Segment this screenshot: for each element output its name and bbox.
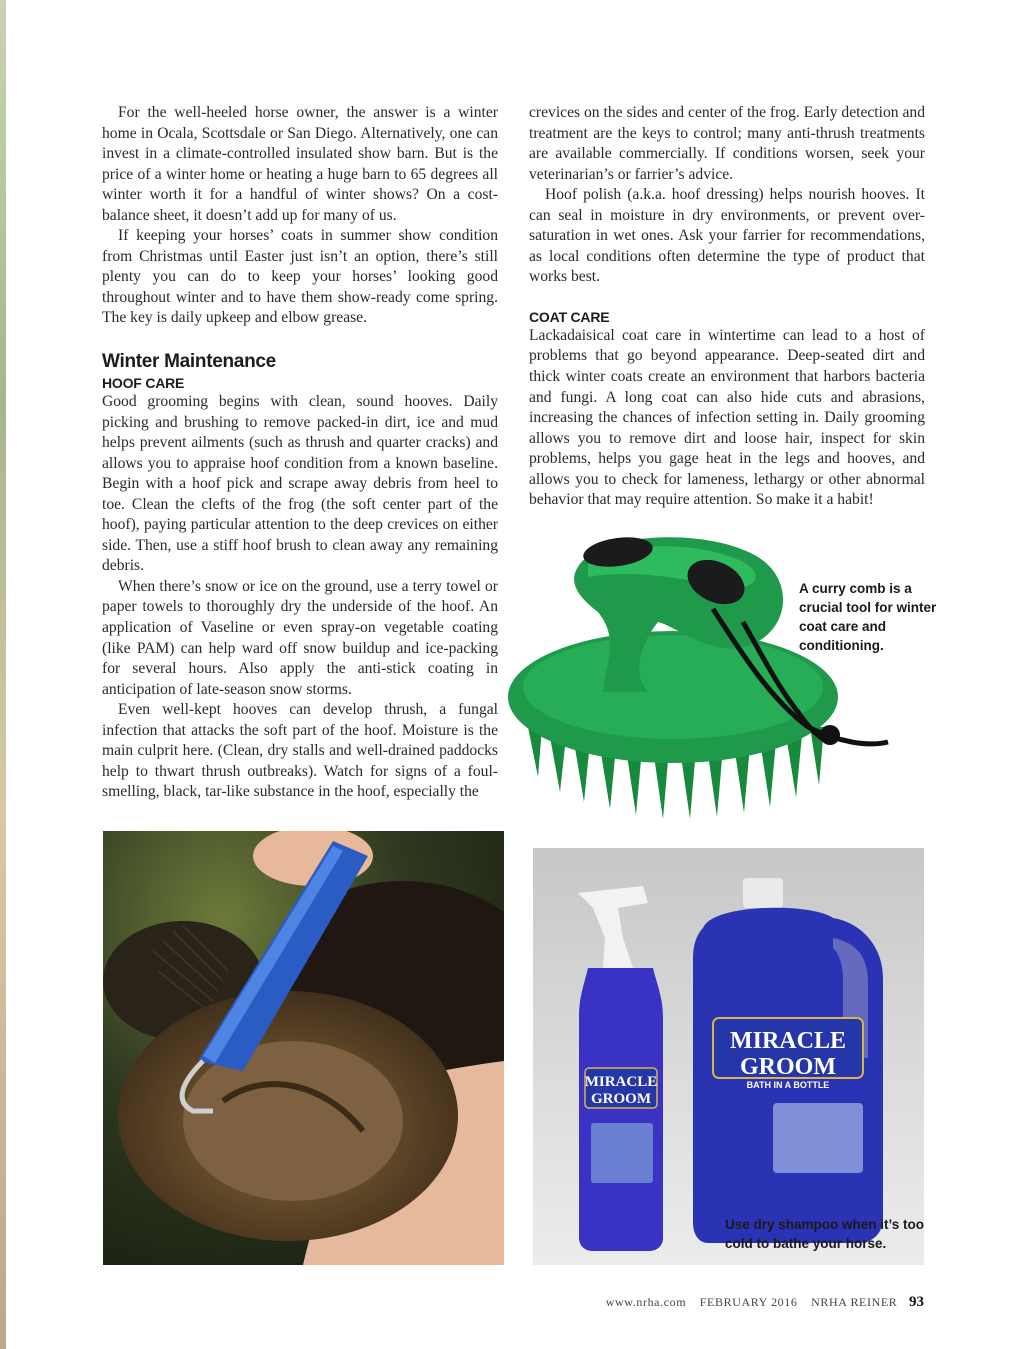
footer-issue: FEBRUARY 2016 <box>699 1295 798 1309</box>
bottle-brand-line1: MIRACLE <box>584 1074 658 1090</box>
footer-url: www.nrha.com <box>605 1295 687 1309</box>
right-column <box>529 103 925 511</box>
page-edge-strip <box>0 0 6 1349</box>
shampoo-photo <box>533 848 924 1265</box>
hoof-cleaning-photo <box>103 831 504 1265</box>
jug-brand-line2: GROOM <box>740 1054 836 1080</box>
bottle-brand-line2: GROOM <box>591 1091 651 1107</box>
hoof-polish-paragraph: Hoof polish (a.k.a. hoof dressing) helps nourish hooves. It can seal in moisture in dry environments, or prevent over-saturation in wet ones. Ask your farrier for recommendations, as local conditions often determine the type of product that works best. <box>529 186 925 286</box>
hoof-paragraph-3: Even well-kept hooves can develop thrush, a fungal infection that attacks the soft part of the hoof. Moisture is the main culprit here. (Clean, dry stalls and well-drained paddocks help to thwart thrush outbreaks). Watch for signs of a foul-smelling, black, tar-like substance in the hoof, especially the <box>102 701 498 801</box>
curry-comb-illustration <box>508 527 898 825</box>
hoof-paragraph-2: When there’s snow or ice on the ground, use a terry towel or paper towels to thoroughly dry the underside of the hoof. An application of Vaseline or even spray-on vegetable coating (like PAM) can help ward off snow buildup and ice-packing for several hours. Also apply the anti-stick coating in anticipation of late-season snow storms. <box>102 577 498 698</box>
section-heading: Winter Maintenance <box>102 351 276 373</box>
hoof-care-heading: HOOF CARE <box>102 375 185 392</box>
coat-care-heading: COAT CARE <box>529 308 610 325</box>
page-footer <box>596 1294 924 1311</box>
intro-paragraph-1: For the well-heeled horse owner, the answer is a winter home in Ocala, Scottsdale or San Diego. Alternatively, one can invest in a climate-controlled insulated show barn. But is the price of a winter home or heating a huge barn to 65 degrees all winter worth it for a handful of winter shows? On a cost-balance sheet, it doesn’t add up for many of us. <box>102 104 498 224</box>
footer-magazine: NRHA REINER <box>811 1295 898 1309</box>
coat-care-paragraph: Lackadaisical coat care in wintertime can lead to a host of problems that go beyond appearance. Deep-seated dirt and thick winter coats create an environment that harbors bacteria and fungi. A long coat can also hide cuts and abrasions, increasing the chances of infection setting in. Daily grooming allows you to remove dirt and loose hair, inspect for skin problems, helps you gage heat in the legs and hooves, and allows you to check for lameness, lethargy or other abnormal behavior that may require attention. So make it a habit! <box>529 326 925 509</box>
jug-subtitle: BATH IN A BOTTLE <box>746 1080 830 1090</box>
jug-brand-line1: MIRACLE <box>729 1028 847 1054</box>
hoof-cleaning-illustration <box>103 831 504 1265</box>
curry-comb-caption: A curry comb is a crucial tool for winter coat care and conditioning. <box>799 581 937 653</box>
hoof-paragraph-1: Good grooming begins with clean, sound hooves. Daily picking and brushing to remove packed-in dirt, ice and mud helps prevent ailments (such as thrush and quarter cracks) and allows you to appraise hoof condition from a known baseline. Begin with a hoof pick and scrape away debris from heel to toe. Clean the clefts of the frog (the soft center part of the hoof), paying particular attention to the deep crevices on either side. Then, use a stiff hoof brush to clean away any remaining debris. <box>102 393 498 575</box>
continued-paragraph: crevices on the sides and center of the frog. Early detection and treatment are the keys to control; many anti-thrush treatments are available commercially. If conditions worsen, seek your veterinarian’s or farrier’s advice. <box>529 104 925 183</box>
shampoo-caption: Use dry shampoo when it’s too cold to bathe your horse. <box>725 1217 925 1251</box>
curry-comb-photo <box>508 527 898 825</box>
intro-paragraph-2: If keeping your horses’ coats in summer show condition from Christmas until Easter just isn’t an option, there’s still plenty you can do to keep your horses’ looking good throughout winter and to have them show-ready come spring. The key is daily upkeep and elbow grease. <box>102 227 498 327</box>
page-number: 93 <box>909 1294 924 1310</box>
left-column <box>102 103 498 803</box>
shampoo-bottles-illustration <box>533 848 924 1265</box>
